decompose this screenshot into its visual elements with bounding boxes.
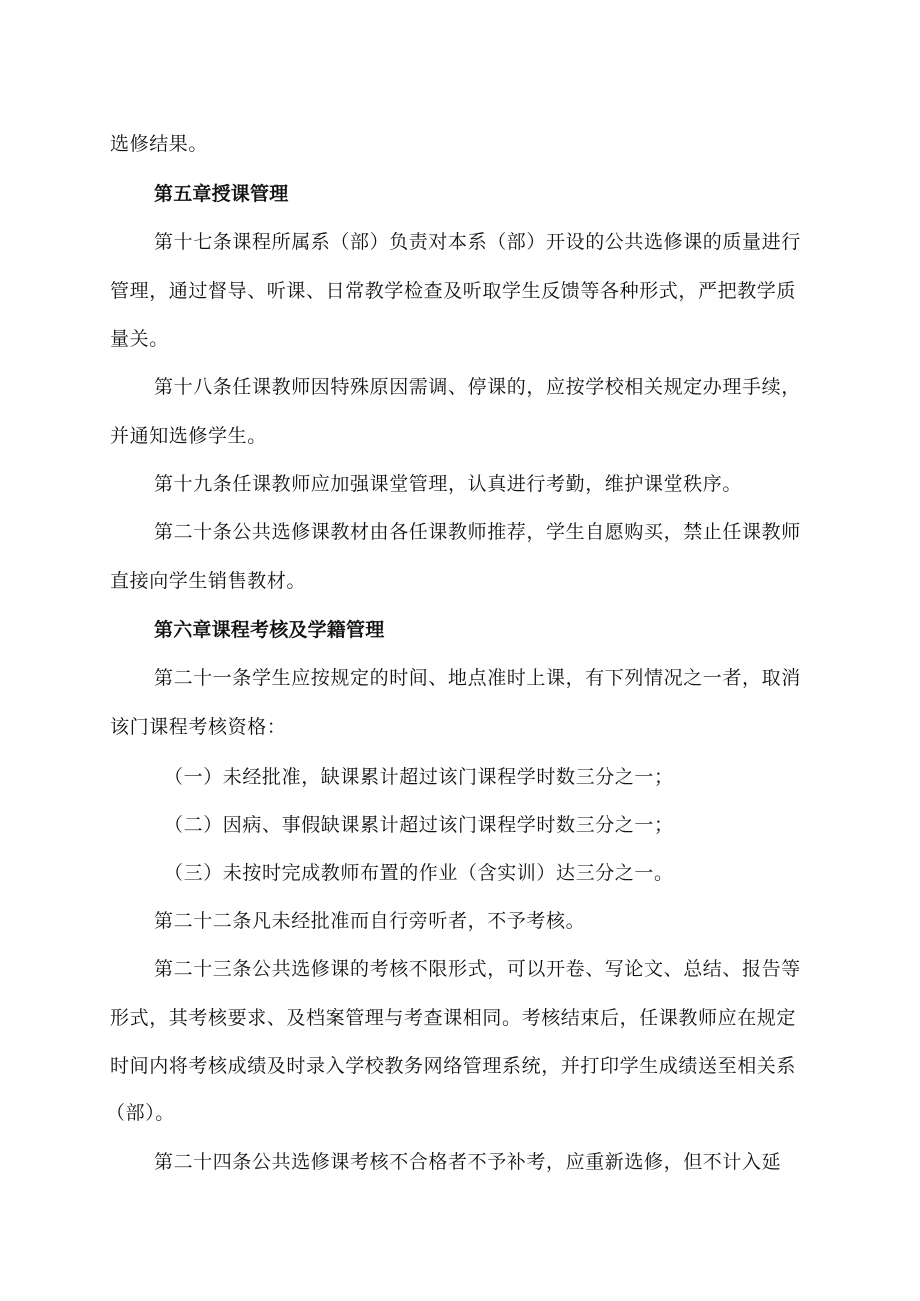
text-line: 并通知选修学生。	[110, 425, 267, 447]
text-line: 直接向学生销售教材。	[110, 570, 307, 592]
text-line: （部）。	[106, 1102, 175, 1124]
chapter-heading: 第五章授课管理	[154, 183, 289, 205]
text-line: 第二十二条凡未经批准而自行旁听者，不予考核。	[154, 910, 586, 932]
text-line: 该门课程考核资格：	[110, 716, 287, 738]
text-line: 量关。	[110, 328, 169, 350]
list-item: （一）未经批准，缺课累计超过该门课程学时数三分之一；	[164, 766, 674, 788]
text-line: 形式，其考核要求、及档案管理与考查课相同。考核结束后，任课教师应在规定	[110, 1007, 797, 1029]
list-item: （三）未按时完成教师布置的作业（含实训）达三分之一。	[164, 862, 674, 884]
text-line: 第二十三条公共选修课的考核不限形式，可以开卷、写论文、总结、报告等	[154, 958, 801, 980]
text-line: 第二十四条公共选修课考核不合格者不予补考，应重新选修，但不计入延	[154, 1151, 782, 1173]
text-line: 第二十条公共选修课教材由各任课教师推荐，学生自愿购买，禁止任课教师	[154, 521, 801, 543]
text-line: 时间内将考核成绩及时录入学校教务网络管理系统，并打印学生成绩送至相关系	[110, 1055, 797, 1077]
list-item: （二）因病、事假缺课累计超过该门课程学时数三分之一；	[164, 814, 674, 836]
text-line: 第十八条任课教师因特殊原因需调、停课的，应按学校相关规定办理手续，	[154, 376, 801, 398]
chapter-heading: 第六章课程考核及学籍管理	[154, 619, 385, 641]
text-line: 第二十一条学生应按规定的时间、地点准时上课，有下列情况之一者，取消	[154, 667, 801, 689]
text-line: 第十九条任课教师应加强课堂管理，认真进行考勤，维护课堂秩序。	[154, 473, 743, 495]
text-line: 选修结果。	[110, 133, 209, 155]
text-line: 管理，通过督导、听课、日常教学检查及听取学生反馈等各种形式，严把教学质	[110, 280, 797, 302]
text-line: 第十七条课程所属系（部）负责对本系（部）开设的公共选修课的质量进行	[154, 231, 801, 253]
